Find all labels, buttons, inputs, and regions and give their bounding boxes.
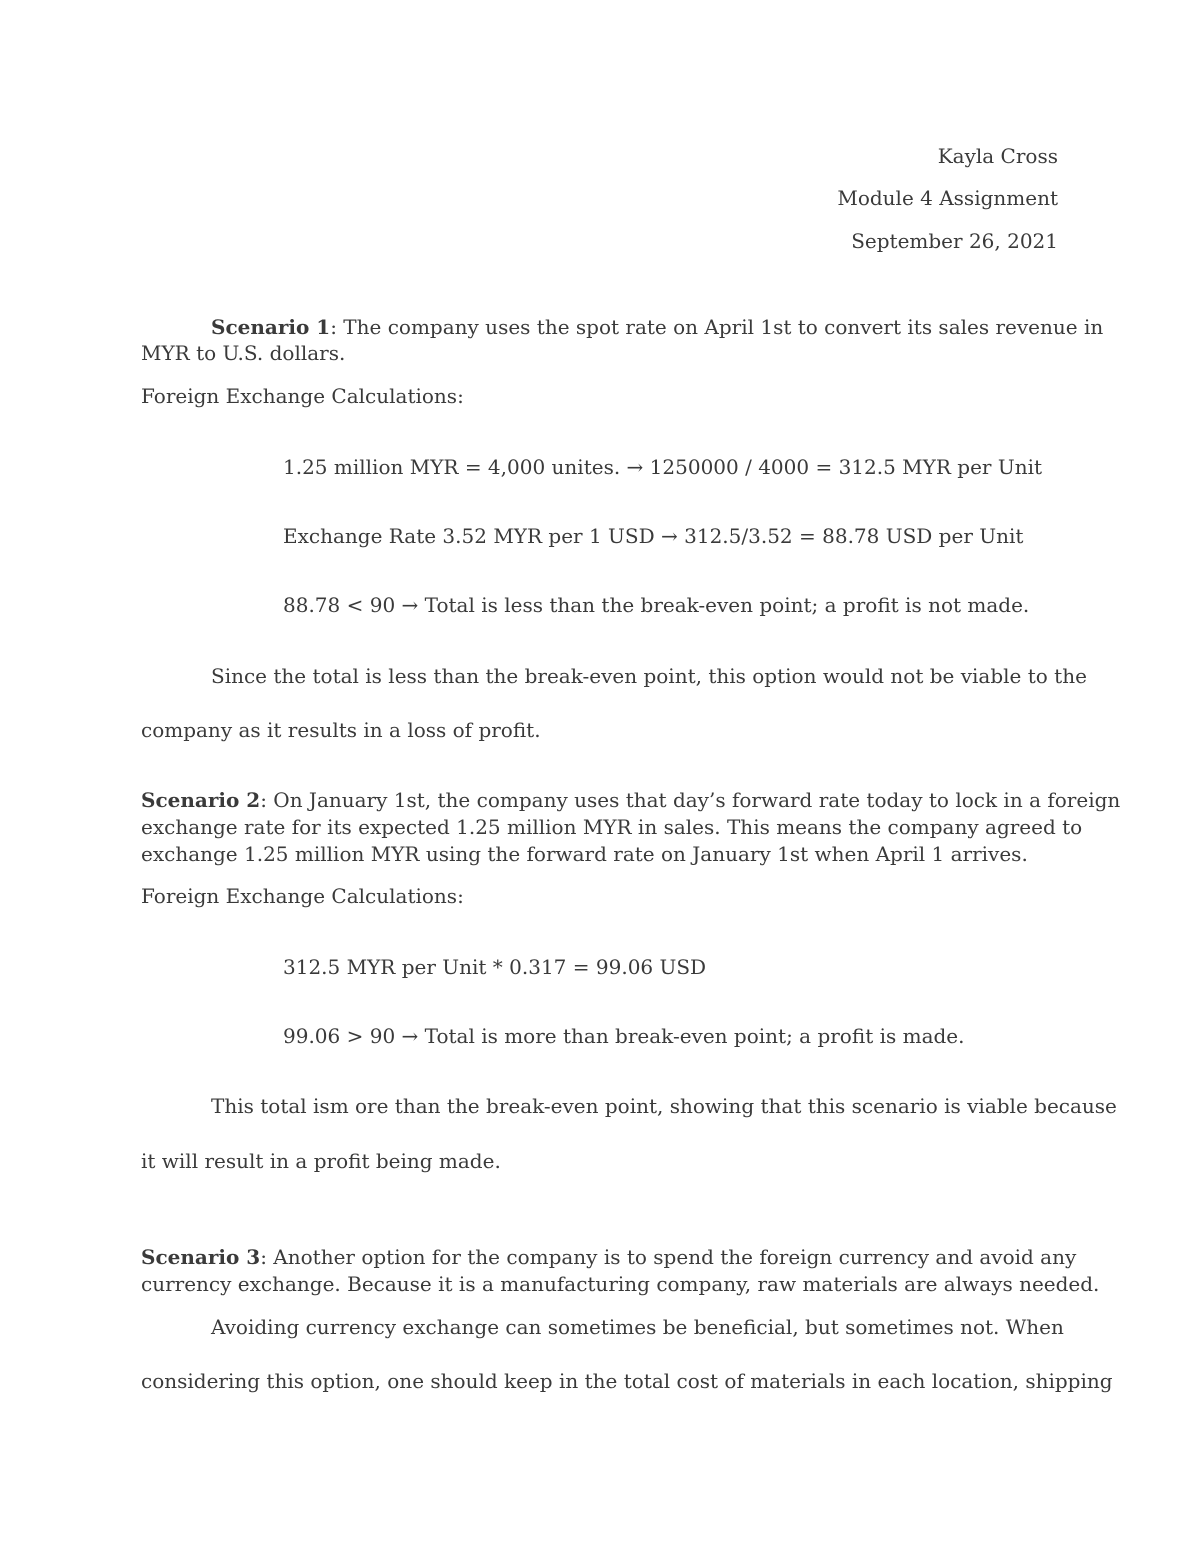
scenario1-intro-text: : The company uses the spot rate on April 1st to convert its sales revenue in bbox=[330, 315, 1104, 339]
scenario3-intro-cont: currency exchange. Because it is a manufacturing company, raw materials are always needed. bbox=[141, 1272, 1100, 1296]
scenario2-calc-heading: Foreign Exchange Calculations: bbox=[141, 884, 464, 908]
scenario1-intro-cont: MYR to U.S. dollars. bbox=[141, 341, 346, 365]
scenario3-intro-text: : Another option for the company is to spend the foreign currency and avoid any bbox=[260, 1245, 1077, 1269]
scenario2-intro-text: : On January 1st, the company uses that day’s forward rate today to lock in a foreign bbox=[260, 788, 1121, 812]
scenario3-paragraph: Avoiding currency exchange can sometimes be beneficial, but sometimes not. When bbox=[211, 1315, 1064, 1339]
scenario1-calc-compare: 88.78 < 90 → Total is less than the break-even point; a profit is not made. bbox=[283, 593, 1030, 617]
scenario1-conclusion: Since the total is less than the break-even point, this option would not be viable to the bbox=[211, 664, 1087, 688]
scenario2-conclusion: This total ism ore than the break-even point, showing that this scenario is viable because bbox=[211, 1094, 1117, 1118]
document-date: September 26, 2021 bbox=[851, 229, 1058, 253]
scenario2-calc-compare: 99.06 > 90 → Total is more than break-even point; a profit is made. bbox=[283, 1024, 965, 1048]
scenario1-calc-exchange: Exchange Rate 3.52 MYR per 1 USD → 312.5/3.52 = 88.78 USD per Unit bbox=[283, 524, 1024, 548]
scenario2-intro-cont2: exchange 1.25 million MYR using the forward rate on January 1st when April 1 arrives. bbox=[141, 842, 1028, 866]
scenario1-conclusion-cont: company as it results in a loss of profit. bbox=[141, 718, 541, 742]
scenario3-paragraph-cont: considering this option, one should keep in the total cost of materials in each location, shipping bbox=[141, 1369, 1113, 1393]
scenario2-intro bbox=[141, 787, 1120, 813]
scenario2-calc-forward: 312.5 MYR per Unit * 0.317 = 99.06 USD bbox=[283, 955, 707, 979]
scenario2-conclusion-cont: it will result in a profit being made. bbox=[141, 1149, 501, 1173]
scenario1-intro bbox=[211, 314, 1103, 340]
scenario3-intro bbox=[141, 1244, 1076, 1270]
scenario2-intro-cont1: exchange rate for its expected 1.25 million MYR in sales. This means the company agreed to bbox=[141, 815, 1083, 839]
scenario1-calc-heading: Foreign Exchange Calculations: bbox=[141, 384, 464, 408]
scenario3-label: Scenario 3 bbox=[141, 1245, 261, 1269]
scenario2-label: Scenario 2 bbox=[141, 788, 261, 812]
scenario1-label: Scenario 1 bbox=[211, 315, 331, 339]
assignment-title: Module 4 Assignment bbox=[837, 186, 1058, 210]
scenario1-calc-units: 1.25 million MYR = 4,000 unites. → 1250000 / 4000 = 312.5 MYR per Unit bbox=[283, 455, 1043, 479]
author-name: Kayla Cross bbox=[937, 144, 1058, 168]
